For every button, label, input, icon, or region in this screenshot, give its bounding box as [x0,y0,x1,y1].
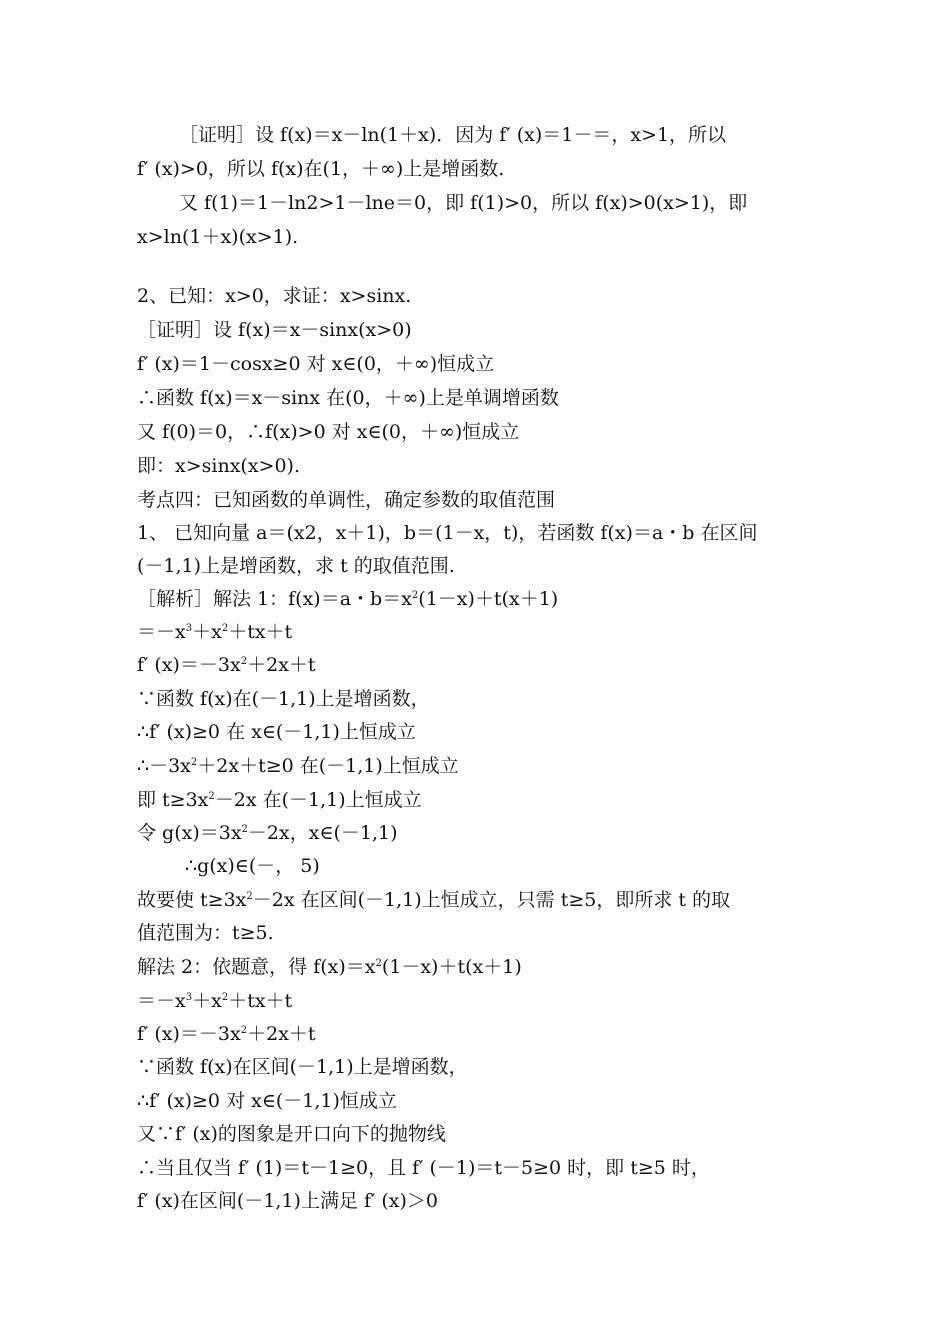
problem2-line-4: 又 f(0)＝0，∴f(x)>0 对 x∈(0，＋∞)恒成立 [137,421,520,443]
proof1-line-1: ［证明］设 f(x)＝x－ln(1＋x)．因为 f′ (x)＝1－＝，x>1，所以 [179,124,727,146]
problem2-line-1: ［证明］设 f(x)＝x－sinx(x>0) [137,319,412,341]
problem2-line-2: f′ (x)＝1－cosx≥0 对 x∈(0，＋∞)恒成立 [137,353,495,375]
problem2-line-3: ∴函数 f(x)＝x－sinx 在(0，＋∞)上是单调增函数 [137,387,559,409]
solution1-line-1: ［解析］解法 1：f(x)＝a・$b=x^2(1-x)+t(x+1)$ [137,588,559,610]
proof1-line-3: 又 f(1)＝1－ln2>1－lne＝0，即 f(1)>0，所以 f(x)>0(x>1)，即 [179,192,748,214]
problem2-title: 2、已知：x>0，求证：x>sinx. [137,285,412,307]
solution2-line-5: ∴f′ (x)≥0 对 x∈(－1,1)恒成立 [137,1090,397,1112]
solution1-line-7: 即 $t\ge 3x^2-2x$ 在(－1,1)上恒成立 [137,789,422,811]
proof1-line-2: f′ (x)>0，所以 f(x)在(1，＋∞)上是增函数. [137,158,505,180]
solution2-line-6: 又∵f′ (x)的图象是开口向下的抛物线 [137,1123,446,1145]
solution1-line-10: 故要使 $t\ge 3x^2-2x$ 在区间(－1,1)上恒成立，只需 t≥5，即所求 t 的取 [137,889,731,911]
solution2-line-3: f′ $(x)=-3x^2+2x+t$ [137,1023,316,1045]
solution2-line-8: f′ (x)在区间(－1,1)上满足 f′ (x)＞0 [137,1190,439,1212]
solution1-line-2: $=-x^3+x^2+tx+t$ [137,621,293,643]
solution1-line-3: f′ $(x)=-3x^2+2x+t$ [137,654,316,676]
solution2-line-2: $=-x^3+x^2+tx+t$ [137,990,293,1012]
solution1-line-4: ∵函数 f(x)在(－1,1)上是增函数， [137,688,430,710]
section4-problem1-line-1: 1、 已知向量 a＝(x2，x＋1)，b＝(1－x，t)，若函数 f(x)＝a・b 在区间 [137,522,758,544]
section4-problem1-line-2: (－1,1)上是增函数，求 t 的取值范围. [137,555,455,577]
solution1-line-9: ∴g(x)∈(－， 5) [185,855,320,877]
problem2-line-5: 即：x>sinx(x>0). [137,455,301,477]
solution1-line-6: $\therefore-3x^2+2x+t\ge 0$ 在(－1,1)上恒成立 [137,755,459,777]
solution2-line-7: ∴当且仅当 f′ (1)＝t－1≥0，且 f′ (－1)＝t－5≥0 时，即 t≥5 时， [137,1157,710,1179]
solution1-line-5: ∴f′ (x)≥0 在 x∈(－1,1)上恒成立 [137,721,416,743]
section4-heading: 考点四：已知函数的单调性，确定参数的取值范围 [137,489,556,511]
solution2-line-4: ∵函数 f(x)在区间(－1,1)上是增函数， [137,1056,468,1078]
proof1-line-4: x>ln(1＋x)(x>1). [137,226,299,248]
solution2-line-1: 解法 2：依题意，得 $f(x)=x^2(1-x)+t(x+1)$ [137,956,522,978]
solution1-line-11: 值范围为：t≥5. [137,922,274,944]
solution1-line-8: 令 $g(x)=3x^2-2x$，x∈(－1,1) [137,822,398,844]
